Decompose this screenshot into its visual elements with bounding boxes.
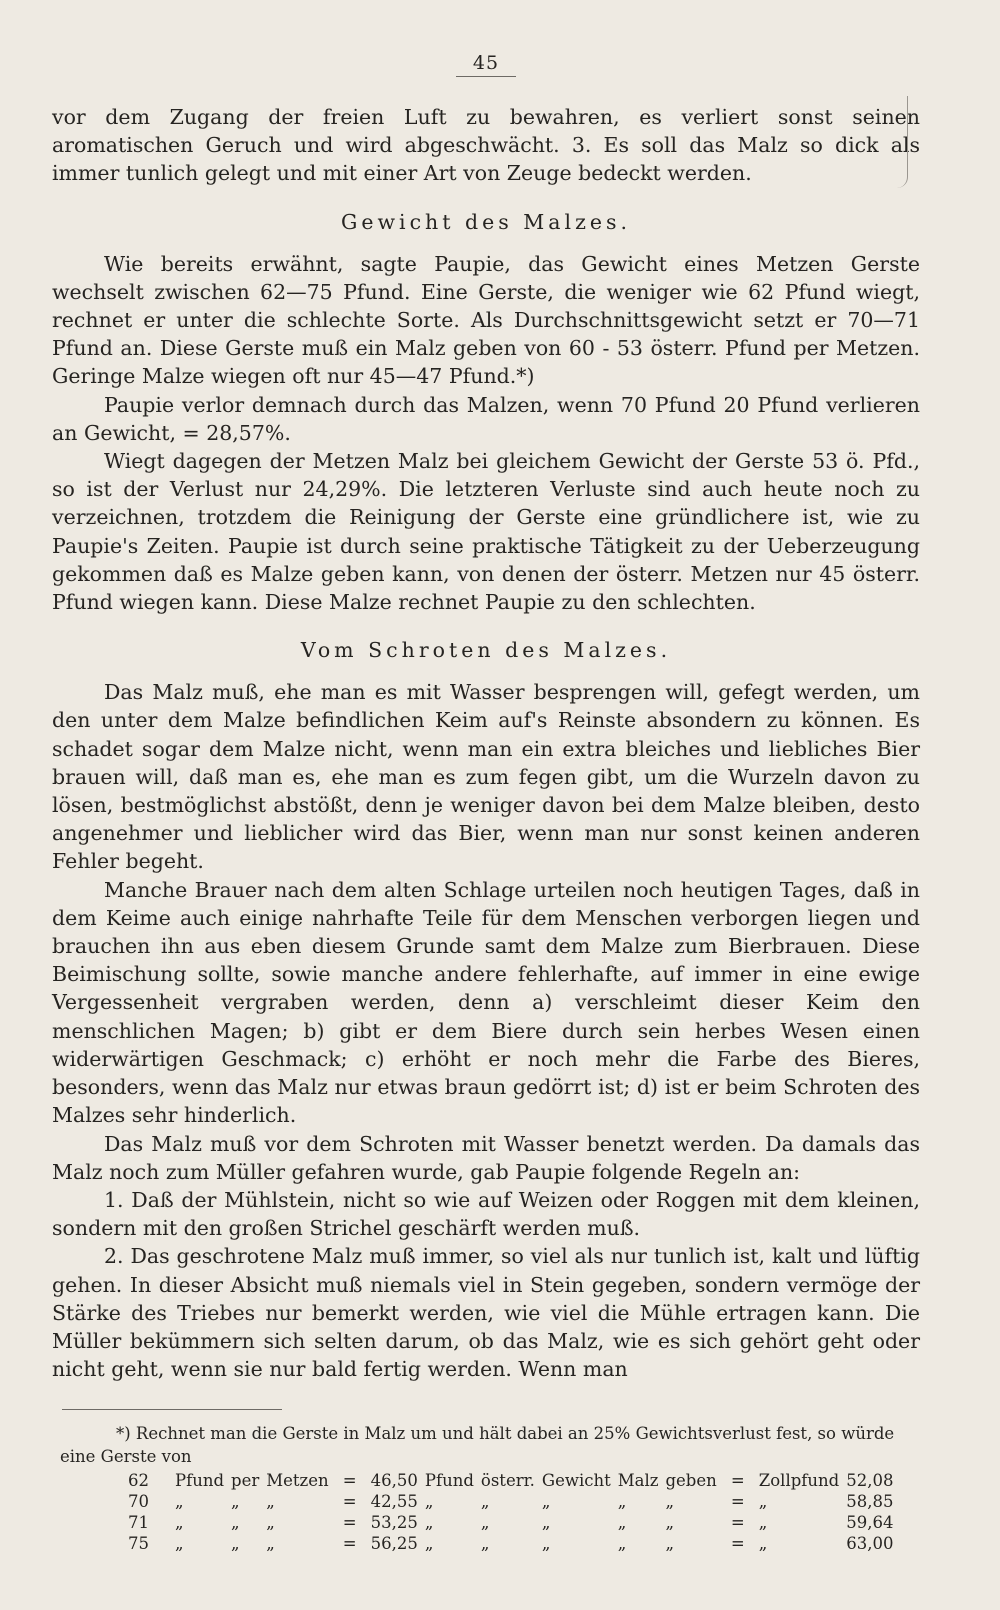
table-cell-gerste: 70 xyxy=(128,1492,149,1512)
footnote xyxy=(52,1422,920,1554)
table-cell-unit2: „ xyxy=(424,1513,434,1533)
section-heading-gewicht: Gewicht des Malzes. xyxy=(340,209,632,234)
table-cell-malz: 46,50 xyxy=(370,1471,418,1491)
table-cell-malzword: Malz xyxy=(617,1471,659,1491)
paragraph: Wie bereits erwähnt, sagte Paupie, das Gewicht eines Metzen Gerste wechselt zwischen 62—75 Pfund. Eine Gerste, die weniger wie 62 Pfund wiegt, rechnet er unter die schlechte Sorte. Als Durchschnittsgewicht setzt er 70—71 Pfund an. Diese Gerste muß ein Malz geben von 60 - 53 österr. Pfund per Metzen. Geringe Malze wiegen oft nur 45—47 Pfund.*) xyxy=(52,251,920,389)
table-cell-zoll: „ xyxy=(758,1534,768,1554)
paragraph: 1. Daß der Mühlstein, nicht so wie auf Weizen oder Roggen mit dem kleinen, sondern mit den großen Strichel geschärft werden muß. xyxy=(52,1187,920,1241)
table-cell-malz: 42,55 xyxy=(370,1492,418,1512)
table-cell-oest: österr. xyxy=(480,1471,535,1491)
table-cell-metzen: „ xyxy=(266,1492,275,1512)
table-cell-unit1: Pfund xyxy=(175,1471,225,1491)
table-cell-unit2: Pfund xyxy=(424,1471,474,1491)
table-cell-per: „ xyxy=(231,1513,240,1533)
body-text xyxy=(52,103,920,1383)
table-cell-eq2: = xyxy=(730,1471,745,1491)
table-cell-malzword: „ xyxy=(617,1534,627,1554)
table-cell-geben: „ xyxy=(665,1492,675,1512)
footnote-text: *) Rechnet man die Gerste in Malz um und hält dabei an 25% Gewichtsverlust fest, so würde eine Gerste von xyxy=(60,1424,895,1467)
table-cell-result: 52,08 xyxy=(846,1471,894,1491)
margin-bracket-mark xyxy=(897,96,908,188)
table-cell-gew: „ xyxy=(541,1492,551,1512)
table-cell-result: 63,00 xyxy=(846,1534,894,1554)
table-cell-eq1: = xyxy=(342,1513,357,1533)
table-cell-per: „ xyxy=(231,1534,240,1554)
footnote-divider xyxy=(62,1409,282,1410)
table-cell-geben: geben xyxy=(665,1471,717,1491)
table-cell-malz: 53,25 xyxy=(370,1513,418,1533)
table-cell-result: 58,85 xyxy=(846,1492,894,1512)
table-row xyxy=(128,1470,900,1491)
paragraph: 2. Das geschrotene Malz muß immer, so viel als nur tunlich ist, kalt und lüftig gehen. In dieser Absicht muß niemals viel in Stein gegeben, sondern vermöge der Stärke des Triebes nur bemerkt werden, wie viel die Mühle ertragen kann. Die Müller bekümmern sich selten darum, ob das Malz, wie es sich gehört geht oder nicht geht, wenn sie nur bald fertig werden. Wenn man xyxy=(52,1244,920,1382)
section-heading-schroten: Vom Schroten des Malzes. xyxy=(300,638,672,663)
table-cell-malzword: „ xyxy=(617,1513,627,1533)
footnote-weight-table xyxy=(128,1470,900,1554)
table-cell-gerste: 75 xyxy=(128,1534,149,1554)
paragraph: Das Malz muß vor dem Schroten mit Wasser benetzt werden. Da damals das Malz noch zum Müller gefahren wurde, gab Paupie folgende Regeln an: xyxy=(52,1131,920,1184)
table-cell-eq2: = xyxy=(730,1492,745,1512)
table-cell-unit2: „ xyxy=(424,1492,434,1512)
table-cell-per: „ xyxy=(231,1492,240,1512)
table-cell-gerste: 62 xyxy=(128,1471,149,1491)
table-cell-zoll: „ xyxy=(758,1492,768,1512)
table-cell-zoll: „ xyxy=(758,1513,768,1533)
paragraph: Wiegt dagegen der Metzen Malz bei gleichem Gewicht der Gerste 53 ö. Pfd., so ist der Verlust nur 24,29%. Die letzteren Verluste sind auch heute noch zu verzeichnen, trotzdem die Reinigung der Gerste eine gründlichere ist, wie zu Paupie's Zeiten. Paupie ist durch seine praktische Tätigkeit zu der Ueberzeugung gekommen daß es Malze geben kann, von denen der österr. Metzen nur 45 österr. Pfund wiegen kann. Diese Malze rechnet Paupie zu den schlechten. xyxy=(52,449,920,615)
table-cell-eq2: = xyxy=(730,1513,745,1533)
table-cell-gew: „ xyxy=(541,1534,551,1554)
table-row xyxy=(128,1533,900,1554)
table-cell-eq1: = xyxy=(342,1534,357,1554)
table-cell-metzen: „ xyxy=(266,1534,275,1554)
paragraph: Manche Brauer nach dem alten Schlage urteilen noch heutigen Tages, daß in dem Keime auch einige nahrhafte Teile für dem Menschen verborgen liegen und brauchen ihn aus eben diesem Grunde samt dem Malze zum Bierbrauen. Diese Beimischung sollte, sowie manche andere fehlerhafte, auf immer in eine ewige Vergessenheit vergraben werden, denn a) verschleimt dieser Keim den menschlichen Magen; b) gibt er dem Biere durch sein herbes Wesen einen widerwärtigen Geschmack; c) erhöht er noch mehr die Farbe des Bieres, besonders, wenn das Malz nur etwas braun gedörrt ist; d) ist er beim Schroten des Malzes sehr hinderlich. xyxy=(52,877,920,1128)
table-row xyxy=(128,1512,900,1533)
table-cell-geben: „ xyxy=(665,1513,675,1533)
table-cell-unit2: „ xyxy=(424,1534,434,1554)
table-cell-metzen: „ xyxy=(266,1513,275,1533)
table-cell-gerste: 71 xyxy=(128,1513,149,1533)
table-cell-per: per xyxy=(231,1471,260,1491)
table-cell-geben: „ xyxy=(665,1534,675,1554)
table-cell-gew: Gewicht xyxy=(541,1471,611,1491)
table-cell-oest: „ xyxy=(480,1534,490,1554)
paragraph: Paupie verlor demnach durch das Malzen, wenn 70 Pfund 20 Pfund verlieren an Gewicht, = 28,57%. xyxy=(52,392,920,445)
table-row xyxy=(128,1491,900,1512)
table-cell-gew: „ xyxy=(541,1513,551,1533)
table-cell-result: 59,64 xyxy=(846,1513,894,1533)
table-cell-unit1: „ xyxy=(175,1492,184,1512)
paragraph: Das Malz muß, ehe man es mit Wasser besprengen will, gefegt werden, um den unter dem Malze befindlichen Keim auf's Reinste absondern zu können. Es schadet sogar dem Malze nicht, wenn man ein extra bleiches und liebliches Bier brauen will, daß man es, ehe man es zum fegen gibt, um die Wurzeln davon zu lösen, bestmöglichst abstößt, denn je weniger davon bei dem Malze bleiben, desto angenehmer und lieblicher wird das Bier, wenn man nur sonst keinen anderen Fehler begeht. xyxy=(52,680,920,874)
continuation-paragraph: vor dem Zugang der freien Luft zu bewahren, es verliert sonst seinen aromatischen Geruch und wird abgeschwächt. 3. Es soll das Malz so dick als immer tunlich gelegt und mit einer Art von Zeuge bedeckt werden. xyxy=(52,105,920,186)
table-cell-eq1: = xyxy=(342,1492,357,1512)
table-cell-eq2: = xyxy=(730,1534,745,1554)
table-cell-malzword: „ xyxy=(617,1492,627,1512)
table-cell-eq1: = xyxy=(342,1471,357,1491)
table-cell-zoll: Zollpfund xyxy=(758,1471,840,1491)
table-cell-malz: 56,25 xyxy=(370,1534,418,1554)
table-cell-unit1: „ xyxy=(175,1534,184,1554)
table-cell-oest: „ xyxy=(480,1513,490,1533)
page-number: 45 xyxy=(456,52,516,77)
table-cell-unit1: „ xyxy=(175,1513,184,1533)
table-cell-metzen: Metzen xyxy=(266,1471,329,1491)
table-cell-oest: „ xyxy=(480,1492,490,1512)
